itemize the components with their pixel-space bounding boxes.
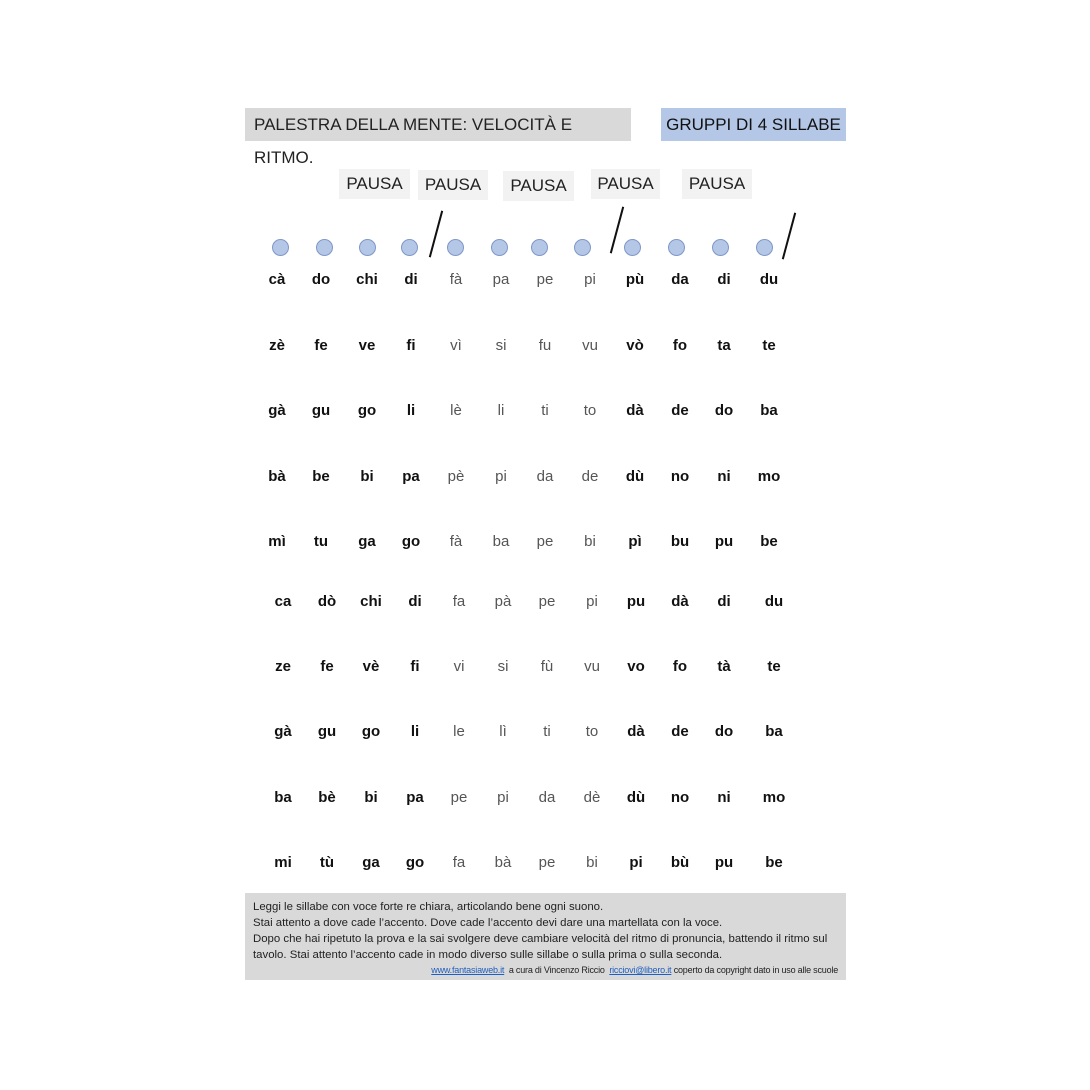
syllable: li: [410, 723, 420, 740]
syllable: bu: [670, 533, 690, 550]
beat-dot: [574, 239, 591, 256]
syllable: dà: [671, 593, 689, 610]
syllable: te: [767, 658, 781, 675]
syllable: fo: [672, 337, 688, 354]
syllable: pu: [626, 593, 646, 610]
syllable: to: [585, 723, 599, 740]
syllable: fa: [452, 593, 466, 610]
syllable: li: [497, 402, 505, 419]
syllable: fi: [410, 658, 420, 675]
syllable: mo: [757, 468, 781, 485]
syllable: be: [760, 533, 778, 550]
syllable: be: [765, 854, 783, 871]
syllable: da: [536, 468, 554, 485]
syllable: mì: [268, 533, 286, 550]
credits-line: [253, 963, 838, 977]
syllable: vu: [582, 337, 598, 354]
beat-dot: [316, 239, 333, 256]
pause-label: PAUSA: [682, 169, 752, 199]
beat-dot: [668, 239, 685, 256]
syllable: ve: [358, 337, 376, 354]
syllable: fù: [540, 658, 554, 675]
syllable: lì: [499, 723, 507, 740]
syllable: be: [312, 468, 330, 485]
syllable: fà: [449, 271, 463, 288]
syllable: de: [671, 402, 689, 419]
syllable: da: [538, 789, 556, 806]
syllable: le: [453, 723, 465, 740]
syllable: ba: [274, 789, 292, 806]
syllable: bi: [364, 789, 378, 806]
syllable: gu: [317, 723, 337, 740]
syllable: pè: [447, 468, 465, 485]
syllable: da: [671, 271, 689, 288]
syllable: ti: [541, 402, 549, 419]
syllable: do: [714, 723, 734, 740]
syllable: pu: [714, 533, 734, 550]
syllable: to: [583, 402, 597, 419]
syllable: dà: [627, 723, 645, 740]
syllable: chi: [360, 593, 382, 610]
syllable: si: [495, 337, 507, 354]
syllable: dù: [625, 468, 645, 485]
syllable: pì: [628, 533, 642, 550]
beat-dot: [447, 239, 464, 256]
syllable: dò: [317, 593, 337, 610]
syllable: pa: [406, 789, 424, 806]
syllable: cà: [268, 271, 286, 288]
syllable: gà: [268, 402, 286, 419]
beat-dot: [531, 239, 548, 256]
syllable: fà: [449, 533, 463, 550]
copyright-note: coperto da copyright dato in uso alle scuole: [673, 965, 838, 975]
pause-label: PAUSA: [339, 169, 410, 199]
curator-text: a cura di Vincenzo Riccio: [508, 965, 605, 975]
syllable: ba: [765, 723, 783, 740]
instructions-box: [245, 893, 846, 980]
syllable: pa: [492, 271, 510, 288]
pause-label: PAUSA: [591, 169, 660, 199]
beat-dot: [491, 239, 508, 256]
syllable: bi: [586, 854, 598, 871]
syllable: pe: [450, 789, 468, 806]
groups-label: GRUPPI DI 4 SILLABE: [661, 108, 846, 141]
syllable: pi: [584, 271, 596, 288]
syllable: pu: [714, 854, 734, 871]
syllable: vì: [450, 337, 462, 354]
syllable: li: [406, 402, 416, 419]
syllable: pa: [402, 468, 420, 485]
syllable: do: [714, 402, 734, 419]
syllable: de: [581, 468, 599, 485]
syllable: ca: [274, 593, 292, 610]
syllable: bè: [318, 789, 336, 806]
syllable: fi: [406, 337, 416, 354]
pause-label: PAUSA: [503, 171, 574, 201]
syllable: pe: [538, 854, 556, 871]
syllable: fu: [538, 337, 552, 354]
site-link[interactable]: www.fantasiaweb.it: [431, 965, 505, 975]
syllable: si: [497, 658, 509, 675]
syllable: gà: [274, 723, 292, 740]
pause-slash: [782, 213, 796, 260]
syllable: zè: [269, 337, 285, 354]
beat-dot: [624, 239, 641, 256]
syllable: ba: [760, 402, 778, 419]
syllable: dè: [583, 789, 601, 806]
email-link[interactable]: ricciovi@libero.it: [609, 965, 672, 975]
instruction-line-3: Dopo che hai ripetuto la prova e la sai svolgere deve cambiare velocità del ritmo di pronuncia, battendo il ritmo sul tavolo. Stai attento l’accento cade in modo diverso sulle sillabe o sulla prima o sulla seconda.: [253, 933, 828, 961]
syllable: pi: [629, 854, 643, 871]
beat-dot: [712, 239, 729, 256]
syllable: fo: [672, 658, 688, 675]
syllable: fa: [452, 854, 466, 871]
syllable: do: [311, 271, 331, 288]
pause-slash: [429, 211, 443, 258]
syllable: fe: [320, 658, 334, 675]
syllable: mo: [762, 789, 786, 806]
syllable: pù: [625, 271, 645, 288]
syllable: pe: [536, 533, 554, 550]
page-title: PALESTRA DELLA MENTE: VELOCITÀ E RITMO.: [245, 108, 631, 141]
syllable: di: [717, 593, 731, 610]
syllable: pi: [586, 593, 598, 610]
pause-label: PAUSA: [418, 170, 488, 200]
syllable: pi: [495, 468, 507, 485]
syllable: chi: [356, 271, 378, 288]
syllable: ga: [362, 854, 380, 871]
syllable: bà: [494, 854, 512, 871]
syllable: bi: [584, 533, 596, 550]
syllable: vi: [453, 658, 465, 675]
instruction-line-2: Stai attento a dove cade l’accento. Dove cade l’accento devi dare una martellata con la voce.: [253, 917, 723, 929]
syllable: di: [408, 593, 422, 610]
syllable: di: [717, 271, 731, 288]
syllable: ni: [717, 789, 731, 806]
syllable: bi: [360, 468, 374, 485]
syllable: di: [404, 271, 418, 288]
syllable: du: [764, 593, 784, 610]
syllable: go: [405, 854, 425, 871]
syllable: te: [762, 337, 776, 354]
syllable: ga: [358, 533, 376, 550]
syllable: no: [670, 789, 690, 806]
syllable: ti: [543, 723, 551, 740]
syllable: go: [357, 402, 377, 419]
syllable: pi: [497, 789, 509, 806]
syllable: dù: [626, 789, 646, 806]
syllable: go: [401, 533, 421, 550]
syllable: bù: [670, 854, 690, 871]
beat-dot: [272, 239, 289, 256]
syllable: pà: [494, 593, 512, 610]
syllable: go: [361, 723, 381, 740]
syllable: dà: [626, 402, 644, 419]
pause-slash: [610, 207, 624, 254]
syllable: tà: [717, 658, 731, 675]
syllable: lè: [450, 402, 462, 419]
syllable: vè: [362, 658, 380, 675]
syllable: mi: [274, 854, 292, 871]
syllable: ze: [275, 658, 291, 675]
syllable: ta: [717, 337, 731, 354]
syllable: vu: [584, 658, 600, 675]
syllable: pe: [538, 593, 556, 610]
syllable: vò: [626, 337, 644, 354]
syllable: du: [759, 271, 779, 288]
syllable: ba: [492, 533, 510, 550]
syllable: bà: [268, 468, 286, 485]
syllable: tu: [313, 533, 329, 550]
beat-dot: [401, 239, 418, 256]
syllable: fe: [314, 337, 328, 354]
beat-dot: [359, 239, 376, 256]
syllable: vo: [627, 658, 645, 675]
syllable: pe: [536, 271, 554, 288]
syllable: no: [670, 468, 690, 485]
syllable: de: [671, 723, 689, 740]
syllable: gu: [311, 402, 331, 419]
syllable: tù: [319, 854, 335, 871]
beat-dot: [756, 239, 773, 256]
syllable: ni: [717, 468, 731, 485]
instruction-line-1: Leggi le sillabe con voce forte re chiara, articolando bene ogni suono.: [253, 901, 604, 913]
